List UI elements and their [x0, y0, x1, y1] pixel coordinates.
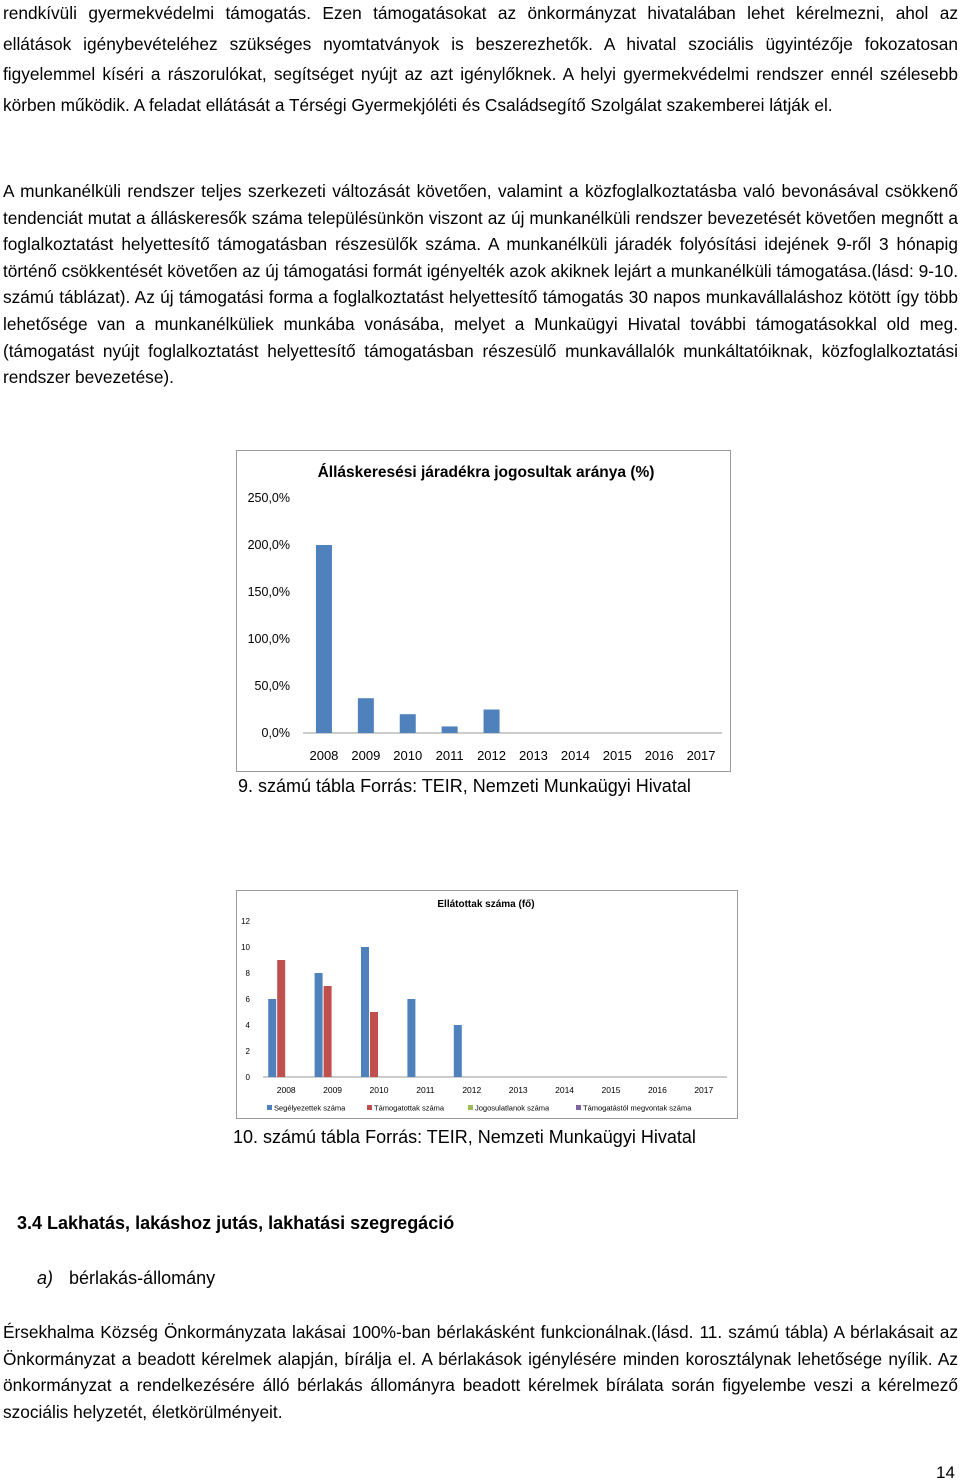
- subsection-heading: [37, 1268, 215, 1289]
- chart-1-x-tick: 2010: [393, 748, 423, 763]
- chart-2-bar: [370, 1012, 378, 1077]
- chart-1-x-tick: 2015: [602, 748, 632, 763]
- chart-2-y-tick: 8: [245, 969, 250, 978]
- chart-1-x-tick: 2011: [435, 748, 464, 763]
- chart-1-y-tick: 250,0%: [247, 491, 290, 505]
- chart-2-x-tick: 2011: [416, 1085, 435, 1095]
- chart-2-bar: [315, 973, 323, 1077]
- page-number: 14: [936, 1463, 955, 1482]
- chart-2-legend-label: Támogatottak száma: [374, 1103, 445, 1113]
- chart-1-x-tick: 2013: [518, 748, 548, 763]
- chart-2-y-tick: 6: [245, 995, 250, 1004]
- chart-1-x-tick: 2008: [309, 748, 339, 763]
- chart-2-bar: [268, 999, 276, 1077]
- chart-2-y-tick: 0: [245, 1073, 250, 1082]
- chart-1-y-tick: 0,0%: [261, 726, 290, 740]
- chart-1-title: Álláskeresési járadékra jogosultak aránya (%): [317, 464, 655, 481]
- chart-2-x-tick: 2008: [276, 1085, 296, 1095]
- chart-1-x-tick: 2014: [560, 748, 590, 763]
- chart-2-bar: [407, 999, 415, 1077]
- chart-2-legend-label: Jogosulatlanok száma: [475, 1103, 550, 1113]
- chart-2-y-tick: 10: [241, 943, 250, 952]
- chart-1: [237, 451, 730, 771]
- chart-1-x-tick: 2012: [477, 748, 507, 763]
- chart-2-bar: [324, 986, 332, 1077]
- chart-2-x-tick: 2014: [555, 1085, 575, 1095]
- caption-table-10: 10. számú tábla Forrás: TEIR, Nemzeti Munkaügyi Hivatal: [233, 1127, 696, 1147]
- chart-2-bar: [454, 1025, 462, 1077]
- chart-2-x-tick: 2016: [647, 1085, 667, 1095]
- chart-2: [237, 891, 737, 1118]
- chart-1-y-tick: 100,0%: [247, 632, 290, 646]
- chart-1-bar: [442, 726, 458, 733]
- subsection-label: bérlakás-állomány: [69, 1268, 216, 1288]
- caption-table-9: 9. számú tábla Forrás: TEIR, Nemzeti Munkaügyi Hivatal: [238, 776, 691, 796]
- chart-1-frame: [236, 450, 731, 772]
- chart-2-y-tick: 12: [241, 917, 250, 926]
- chart-1-y-tick: 150,0%: [247, 585, 290, 599]
- subsection-marker: a): [37, 1268, 54, 1288]
- chart-1-bar: [400, 714, 416, 733]
- chart-2-bar: [361, 947, 369, 1077]
- chart-2-legend-label: Támogatástól megvontak száma: [583, 1103, 692, 1113]
- chart-2-x-tick: 2009: [323, 1085, 343, 1095]
- chart-2-x-tick: 2017: [694, 1085, 714, 1095]
- chart-1-y-tick: 200,0%: [247, 538, 290, 552]
- chart-2-legend-swatch: [367, 1105, 372, 1110]
- section-paragraph: Érsekhalma Község Önkormányzata lakásai 100%-ban bérlakásként funkcionálnak.(lásd. 11. számú tábla) A bérlakásait az Önkormányzat a beadott kérelmek alapján, bírálja el. A bérlakások igénylésére minden korosztálynak lehetősége nyílik. Az önkormányzat a rendelkezésére álló bérlakás állományra beadott kérelmek bírálata során figyelembe veszi a kérelmező szociális helyzetét, életkörülményeit.: [3, 1322, 958, 1422]
- chart-1-x-tick: 2016: [644, 748, 674, 763]
- chart-2-legend-swatch: [468, 1105, 473, 1110]
- chart-2-x-tick: 2012: [462, 1085, 482, 1095]
- chart-1-y-tick: 50,0%: [254, 679, 290, 693]
- section-heading: 3.4 Lakhatás, lakáshoz jutás, lakhatási szegregáció: [17, 1213, 455, 1233]
- chart-2-frame: [236, 890, 738, 1119]
- chart-1-bar: [484, 710, 500, 734]
- chart-2-legend-swatch: [576, 1105, 581, 1110]
- chart-2-y-tick: 4: [245, 1021, 250, 1030]
- chart-2-bar: [277, 960, 285, 1077]
- chart-2-legend-swatch: [267, 1105, 272, 1110]
- chart-1-bar: [316, 545, 332, 733]
- chart-2-x-tick: 2015: [601, 1085, 621, 1095]
- chart-1-bar: [358, 698, 374, 733]
- intro-paragraph-2: A munkanélküli rendszer teljes szerkezeti változását követően, valamint a közfoglalkoztatásba való bevonásával csökkenő tendenciát mutat a álláskeresők száma településünkön viszont az új munkanélküli rendszer bevezetését követően megnőtt a foglalkoztatást helyettesítő támogatásban részesülők száma. A munkanélküli járadék folyósítási idejének 9-ről 3 hónapig történő csökkentését követően az új támogatási formát igényelték azok akiknek lejárt a munkanélküli támogatása.(lásd: 9-10. számú táblázat). Az új támogatási forma a foglalkoztatást helyettesítő támogatás 30 napos munkavállaláshoz kötött így több lehetősége van a munkanélküliek munkába vonásába, melyet a Munkaügyi Hivatal további támogatásokkal old meg. (támogatást nyújt foglalkoztatást helyettesítő támogatásban részesülő munkavállalók munkáltatóiknak, közfoglalkoztatási rendszer bevezetése).: [3, 181, 958, 388]
- chart-2-legend-label: Segélyezettek száma: [274, 1103, 346, 1113]
- chart-2-title: Ellátottak száma (fő): [437, 899, 535, 910]
- chart-2-x-tick: 2010: [369, 1085, 389, 1095]
- chart-1-x-tick: 2009: [351, 748, 381, 763]
- chart-2-y-tick: 2: [245, 1047, 250, 1056]
- intro-paragraph-1: rendkívüli gyermekvédelmi támogatás. Ezen támogatásokat az önkormányzat hivatalában lehet kérelmezni, ahol az ellátások igénybevételéhez szükséges nyomtatványok is beszerezhetők. A hivatal szociális ügyintézője fokozatosan figyelemmel kíséri a rászorulókat, segítséget nyújt az azt igénylőknek. A helyi gyermekvédelmi rendszer ennél szélesebb körben működik. A feladat ellátását a Térségi Gyermekjóléti és Családsegítő Szolgálat szakemberei látják el.: [3, 3, 958, 115]
- chart-1-x-tick: 2017: [686, 748, 716, 763]
- chart-2-x-tick: 2013: [508, 1085, 528, 1095]
